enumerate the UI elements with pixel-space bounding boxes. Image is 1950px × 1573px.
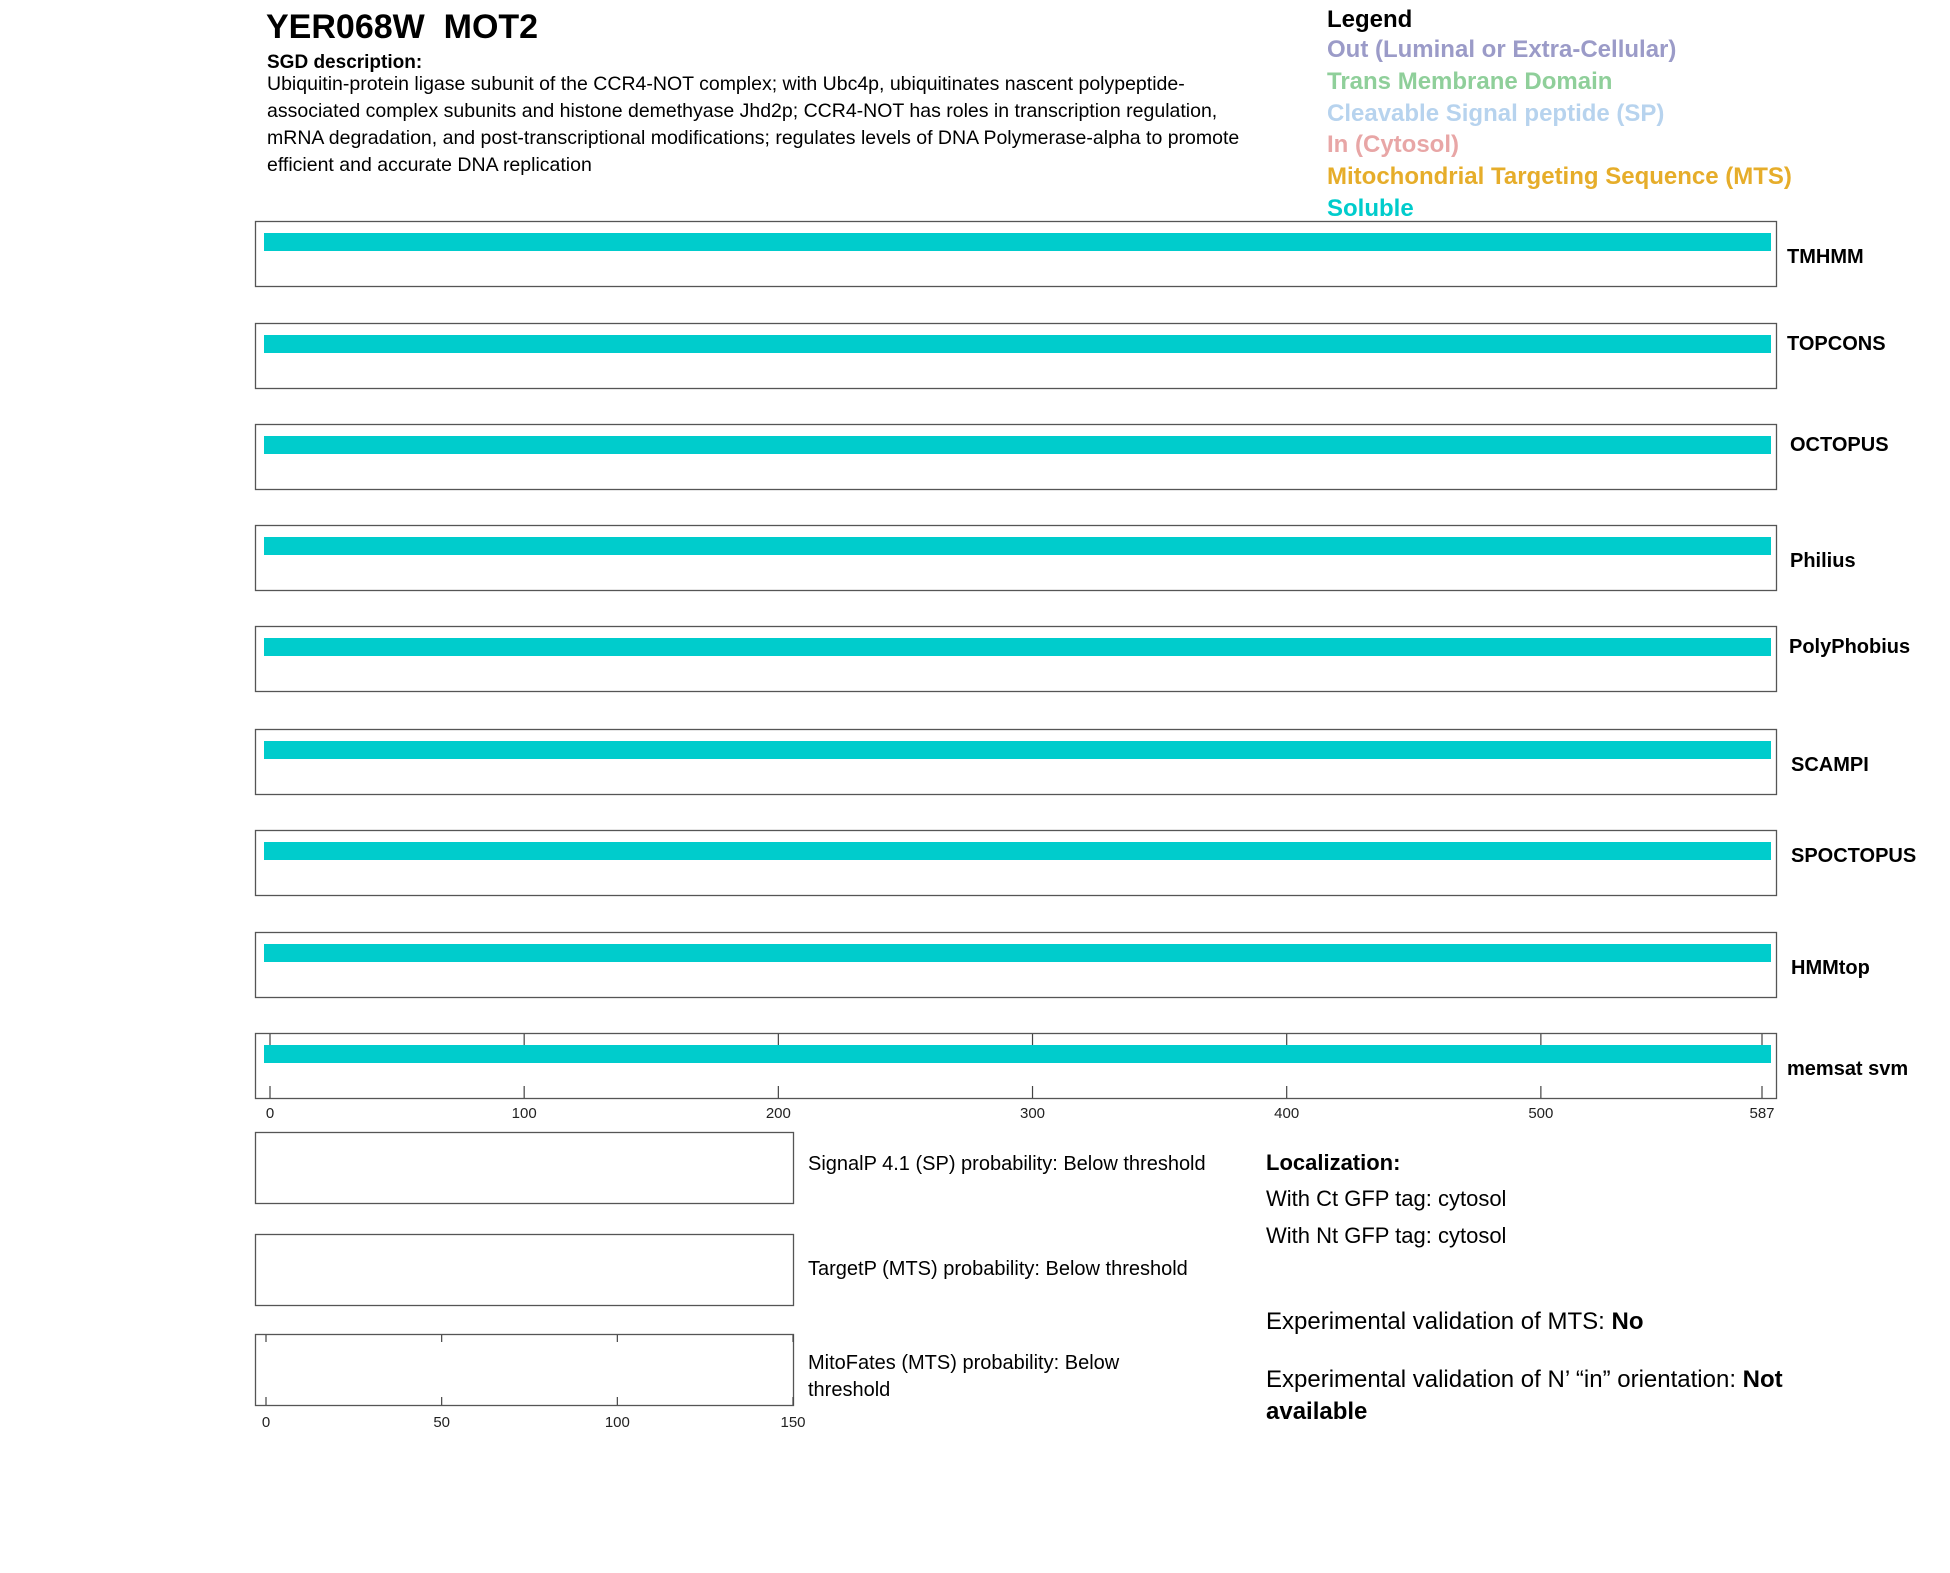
track-label-memsat-svm: memsat svm <box>1787 1058 1909 1080</box>
track-box-scampi <box>256 730 1777 795</box>
track-label-scampi: SCAMPI <box>1791 754 1869 776</box>
probability-box-1 <box>256 1235 794 1306</box>
probability-box-0 <box>256 1133 794 1204</box>
track-box-octopus <box>256 425 1777 490</box>
page-title: YER068W MOT2 <box>266 8 539 46</box>
probability-box-2 <box>256 1335 794 1406</box>
track-tick-label-400: 400 <box>1274 1105 1300 1122</box>
track-tick-label-587: 587 <box>1749 1105 1775 1122</box>
track-label-philius: Philius <box>1790 550 1856 572</box>
track-segment-topcons-0 <box>264 335 1771 353</box>
track-tick-label-500: 500 <box>1528 1105 1554 1122</box>
probability-label-2: MitoFates (MTS) probability: Below threshold <box>808 1352 1120 1401</box>
track-segment-scampi-0 <box>264 741 1771 759</box>
track-box-spoctopus <box>256 831 1777 896</box>
track-label-polyphobius: PolyPhobius <box>1789 636 1911 658</box>
track-label-octopus: OCTOPUS <box>1790 434 1889 456</box>
legend-item-soluble: Soluble <box>1327 195 1414 222</box>
track-segment-hmmtop-0 <box>264 944 1771 962</box>
legend-item-cleavable-signal-peptide-sp: Cleavable Signal peptide (SP) <box>1327 100 1665 127</box>
track-segment-octopus-0 <box>264 436 1771 454</box>
track-box-memsat-svm <box>256 1034 1777 1099</box>
mts-validation-label: Experimental validation of MTS: <box>1266 1308 1612 1335</box>
track-box-polyphobius <box>256 627 1777 692</box>
legend-item-out-luminal-or-extra-cellular: Out (Luminal or Extra-Cellular) <box>1327 36 1677 63</box>
legend-item-in-cytosol: In (Cytosol) <box>1327 131 1459 158</box>
prob-tick-label-100: 100 <box>604 1414 630 1431</box>
track-label-topcons: TOPCONS <box>1787 333 1886 355</box>
orientation-validation-value: Not available <box>1266 1366 1783 1425</box>
track-label-tmhmm: TMHMM <box>1787 246 1864 268</box>
description-text: Ubiquitin-protein ligase subunit of the CCR4-NOT complex; with Ubc4p, ubiquitinates nascent polypeptide-associated complex subunits and histone demethyase Jhd2p; CCR4-NOT has roles in transcription regulation, mRNA degradation, and post-transcriptional modifications; regulates levels of DNA Polymerase-alpha to promote efficient and accurate DNA replication <box>267 73 1240 176</box>
track-box-tmhmm <box>256 222 1777 287</box>
legend-title: Legend <box>1327 6 1413 33</box>
legend-item-mitochondrial-targeting-sequence-mts: Mitochondrial Targeting Sequence (MTS) <box>1327 163 1792 190</box>
description-heading: SGD description: <box>267 52 423 73</box>
track-segment-spoctopus-0 <box>264 842 1771 860</box>
track-box-hmmtop <box>256 933 1777 998</box>
prob-tick-label-0: 0 <box>261 1414 271 1431</box>
track-label-hmmtop: HMMtop <box>1791 957 1870 979</box>
track-segment-philius-0 <box>264 537 1771 555</box>
track-tick-label-200: 200 <box>765 1105 791 1122</box>
mts-validation-value: No <box>1611 1308 1644 1335</box>
orientation-validation <box>1266 1364 1866 1428</box>
track-segment-polyphobius-0 <box>264 638 1771 656</box>
track-segment-memsat-svm-0 <box>264 1045 1771 1063</box>
track-label-spoctopus: SPOCTOPUS <box>1791 845 1917 867</box>
localization-nt-gfp: With Nt GFP tag: cytosol <box>1266 1223 1507 1248</box>
track-segment-tmhmm-0 <box>264 233 1771 251</box>
track-tick-label-0: 0 <box>265 1105 275 1122</box>
track-box-topcons <box>256 324 1777 389</box>
mts-validation <box>1266 1306 1866 1338</box>
probability-label-0: SignalP 4.1 (SP) probability: Below threshold <box>808 1153 1206 1175</box>
legend-item-trans-membrane-domain: Trans Membrane Domain <box>1327 68 1613 95</box>
track-tick-label-100: 100 <box>511 1105 537 1122</box>
probability-label-1: TargetP (MTS) probability: Below threshold <box>808 1258 1188 1280</box>
prob-tick-label-50: 50 <box>433 1414 451 1431</box>
track-tick-label-300: 300 <box>1020 1105 1046 1122</box>
track-box-philius <box>256 526 1777 591</box>
localization-heading: Localization: <box>1266 1150 1401 1175</box>
orientation-validation-label: Experimental validation of N’ “in” orientation: <box>1266 1366 1743 1393</box>
prob-tick-label-150: 150 <box>780 1414 806 1431</box>
localization-ct-gfp: With Ct GFP tag: cytosol <box>1266 1186 1507 1211</box>
